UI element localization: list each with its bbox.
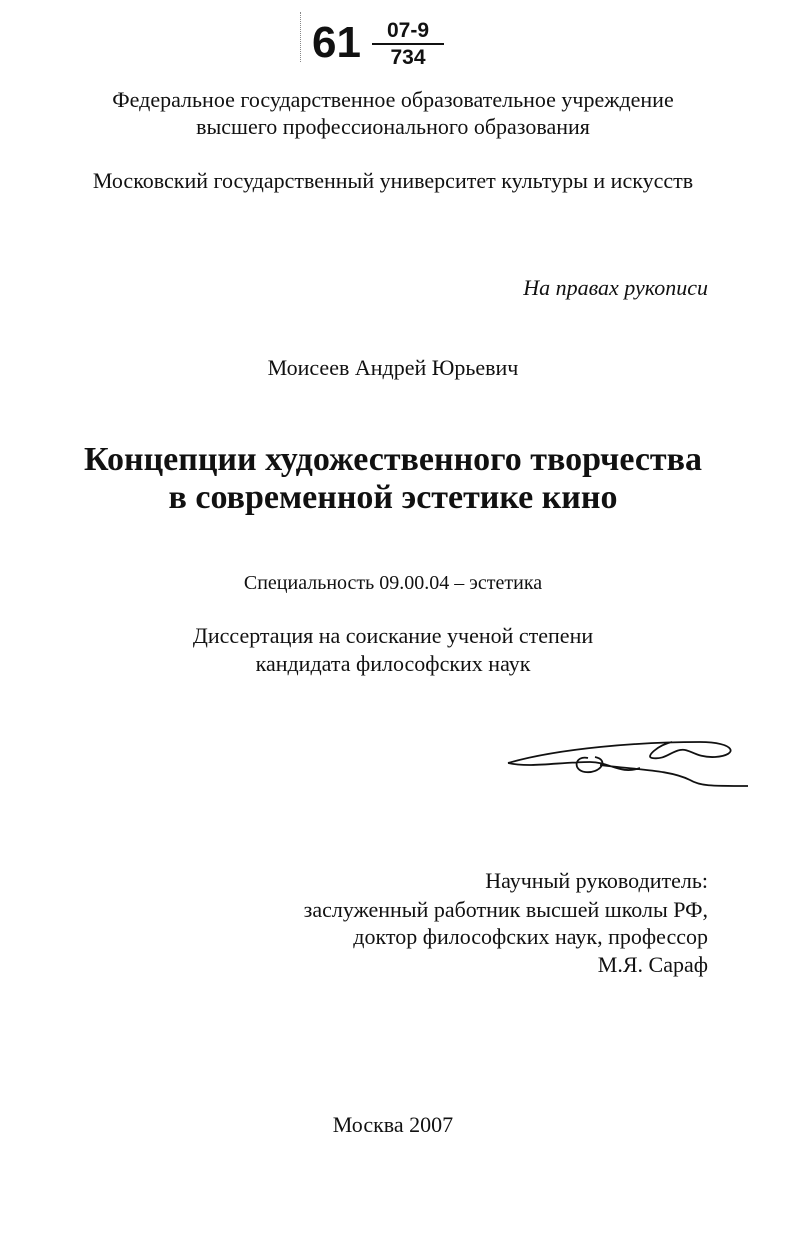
degree-line1: Диссертация на соискание ученой степени bbox=[192, 623, 594, 648]
supervisor-title1: заслуженный работник высшей школы РФ, bbox=[303, 897, 708, 922]
specialty: Специальность 09.00.04 – эстетика bbox=[243, 572, 543, 594]
university-name: Московский государственный университет культуры и искусств bbox=[92, 168, 694, 193]
stamp-numerator: 07-9 bbox=[372, 20, 444, 45]
supervisor-title2: доктор философских наук, профессор bbox=[353, 924, 708, 949]
stamp-main: 61 bbox=[312, 18, 361, 67]
institution-line1: Федеральное государственное образовательное учреждение bbox=[112, 87, 674, 112]
scan-mark bbox=[300, 12, 301, 62]
supervisor-label: Научный руководитель: bbox=[485, 868, 708, 893]
institution-line2: высшего профессионального образования bbox=[196, 114, 590, 139]
manuscript-note: На правах рукописи bbox=[523, 275, 708, 300]
city-year: Москва 2007 bbox=[332, 1112, 454, 1137]
title-line1: Концепции художественного творчества bbox=[84, 441, 702, 478]
supervisor-name: М.Я. Сараф bbox=[597, 952, 708, 977]
stamp-fraction bbox=[372, 20, 444, 69]
author-name: Моисеев Андрей Юрьевич bbox=[267, 355, 519, 380]
stamp-denominator: 734 bbox=[390, 46, 426, 69]
degree-line2: кандидата философских наук bbox=[255, 651, 531, 676]
title-line2: в современной эстетике кино bbox=[168, 479, 618, 516]
signature bbox=[500, 720, 750, 800]
